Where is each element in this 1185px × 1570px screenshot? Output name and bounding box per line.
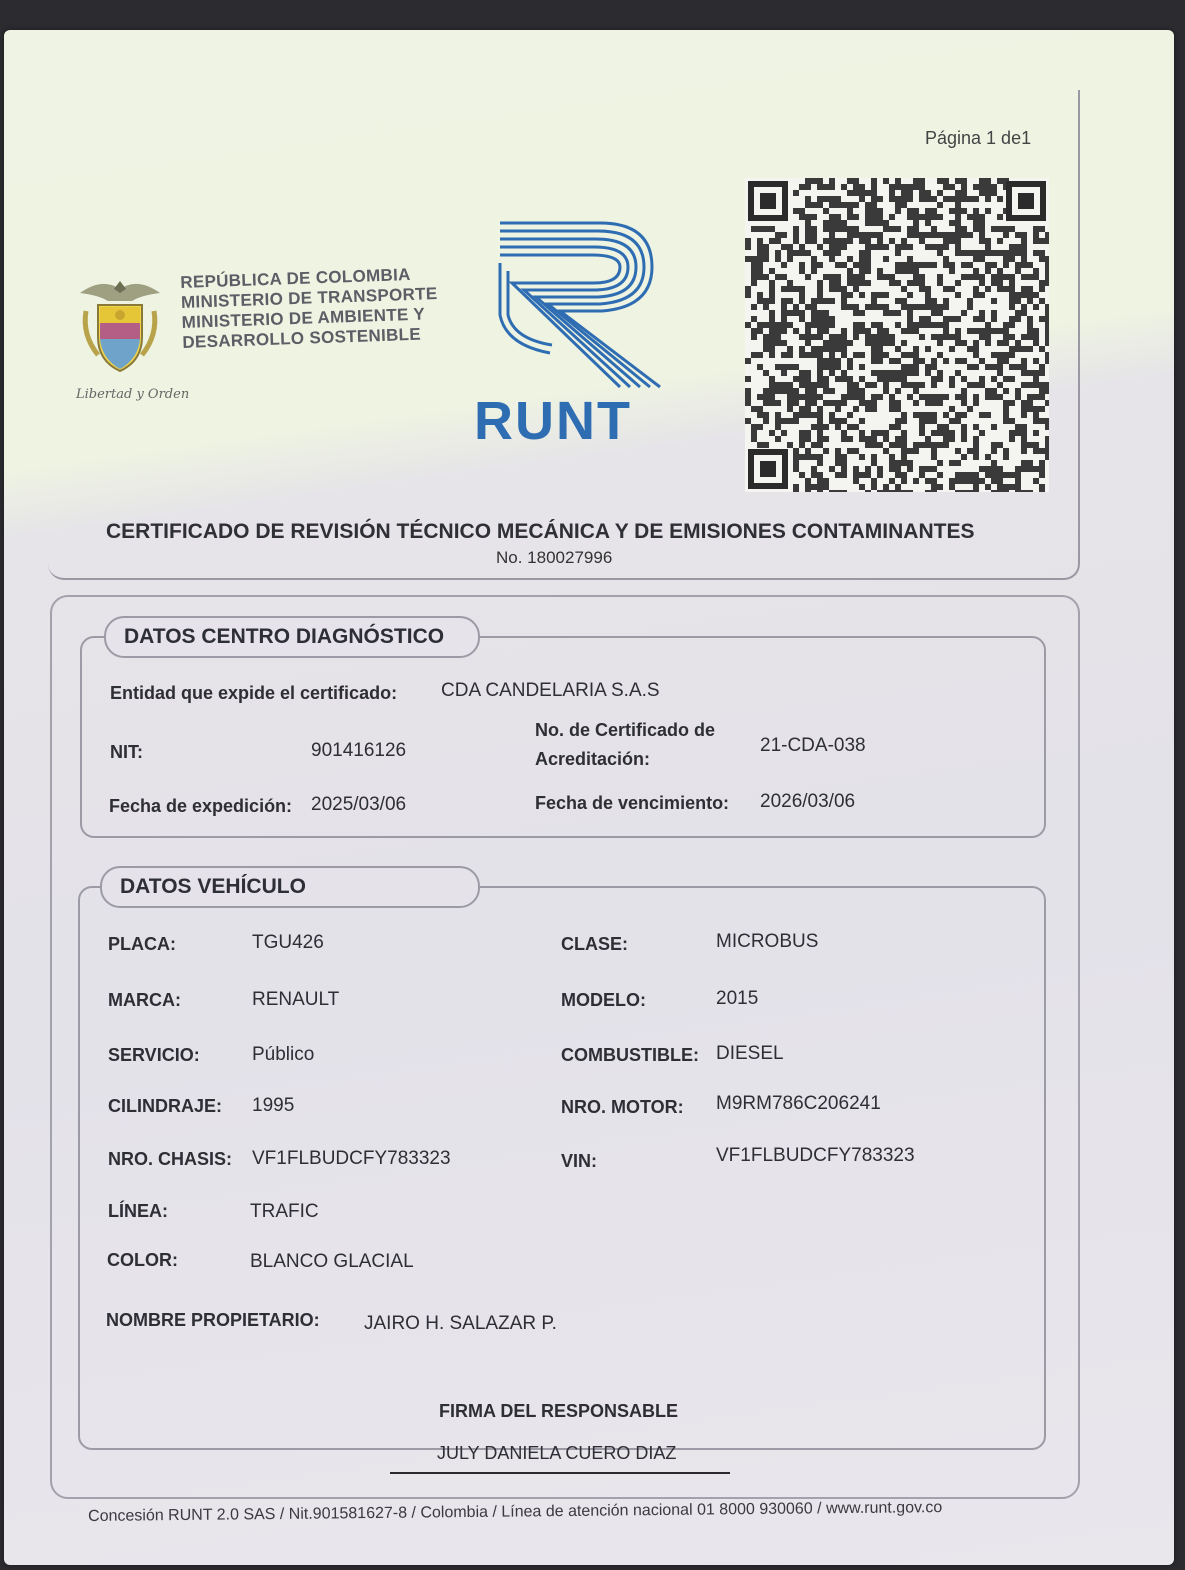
chasis-label: NRO. CHASIS: [108, 1149, 233, 1169]
issue-date-label: Fecha de expedición: [109, 796, 293, 816]
vin-value: VF1FLBUDCFY783323 [716, 1145, 915, 1166]
motor-label: NRO. MOTOR: [561, 1097, 684, 1117]
vin-label: VIN: [561, 1151, 597, 1171]
combustible-value: DIESEL [716, 1043, 784, 1064]
coat-of-arms-icon [72, 275, 168, 375]
owner-value: JAIRO H. SALAZAR P. [364, 1313, 557, 1334]
issuer-label: Entidad que expide el certificado: [110, 683, 398, 703]
linea-value: TRAFIC [250, 1201, 319, 1222]
nit-value: 901416126 [311, 740, 407, 761]
footer-text: Concesión RUNT 2.0 SAS / Nit.901581627-8 / Colombia / Línea de atención nacional 01 8000 930060 / www.runt.gov.co [88, 1499, 943, 1525]
nit-label: NIT: [110, 742, 143, 762]
cilindraje-value: 1995 [252, 1095, 295, 1116]
signature-name: JULY DANIELA CUERO DIAZ [437, 1443, 677, 1463]
gov-line-2: MINISTERIO DE TRANSPORTE [180, 284, 438, 312]
qr-code-icon [745, 178, 1049, 492]
owner-label: NOMBRE PROPIETARIO: [106, 1310, 320, 1330]
modelo-label: MODELO: [561, 990, 646, 1010]
signature-heading: FIRMA DEL RESPONSABLE [439, 1401, 679, 1421]
gov-line-4: DESARROLLO SOSTENIBLE [182, 324, 422, 352]
marca-value: RENAULT [252, 989, 340, 1010]
placa-label: PLACA: [108, 934, 176, 954]
certificate-number: No. 180027996 [496, 548, 613, 567]
modelo-value: 2015 [716, 988, 759, 1009]
placa-value: TGU426 [252, 932, 324, 953]
combustible-label: COMBUSTIBLE: [561, 1045, 699, 1065]
issuer-value: CDA CANDELARIA S.A.S [441, 680, 660, 701]
accreditation-label-line2: Acreditación: [535, 749, 651, 769]
accreditation-label-line1: No. de Certificado de [535, 720, 716, 740]
coat-motto: Libertad y Orden [76, 387, 190, 402]
servicio-value: Público [252, 1044, 315, 1065]
gov-line-3: MINISTERIO DE AMBIENTE Y [181, 304, 426, 332]
gov-line-1: REPÚBLICA DE COLOMBIA [180, 264, 411, 292]
runt-logo-icon [480, 215, 680, 400]
certificate-title: CERTIFICADO DE REVISIÓN TÉCNICO MECÁNICA Y DE EMISIONES CONTAMINANTES [106, 520, 975, 543]
linea-label: LÍNEA: [108, 1201, 168, 1221]
runt-logo-text: RUNT [474, 391, 632, 451]
clase-value: MICROBUS [716, 931, 819, 952]
expiry-date-value: 2026/03/06 [760, 791, 856, 812]
diagnostic-center-heading: DATOS CENTRO DIAGNÓSTICO [104, 616, 480, 658]
cilindraje-label: CILINDRAJE: [108, 1096, 223, 1116]
clase-label: CLASE: [561, 934, 628, 954]
color-label: COLOR: [107, 1250, 178, 1270]
motor-value: M9RM786C206241 [716, 1093, 881, 1114]
chasis-value: VF1FLBUDCFY783323 [252, 1148, 451, 1169]
government-header [180, 264, 439, 353]
vehicle-heading: DATOS VEHÍCULO [100, 866, 480, 908]
expiry-date-label: Fecha de vencimiento: [535, 793, 730, 813]
page-number: Página 1 de1 [925, 128, 1032, 148]
issue-date-value: 2025/03/06 [311, 794, 407, 815]
accreditation-value: 21-CDA-038 [760, 735, 866, 756]
color-value: BLANCO GLACIAL [250, 1251, 414, 1272]
signature-line [390, 1472, 730, 1474]
servicio-label: SERVICIO: [108, 1045, 200, 1065]
marca-label: MARCA: [108, 990, 181, 1010]
